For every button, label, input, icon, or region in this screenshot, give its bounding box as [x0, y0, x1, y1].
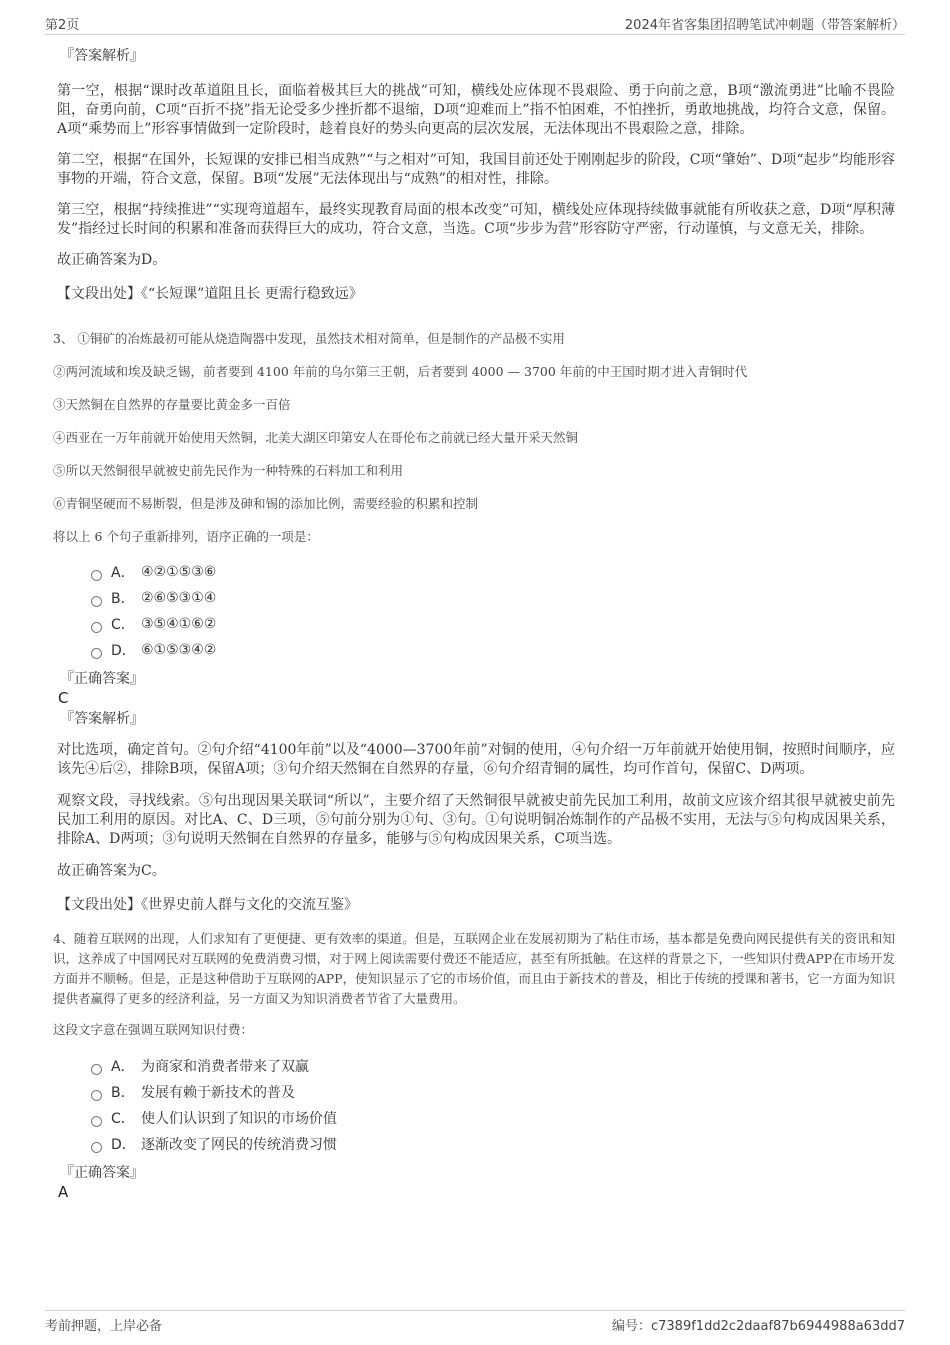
option-list [91, 559, 895, 663]
answer-tag: 『正确答案』 [60, 671, 144, 687]
option-c[interactable] [91, 1105, 895, 1131]
question-4 [53, 929, 895, 1201]
passage-source: 【文段出处】《世界史前人群与文化的交流互鉴》 [57, 897, 358, 913]
page-number: 第2页 [45, 18, 80, 33]
option-list [91, 1053, 895, 1157]
analysis-conclusion: 故正确答案为D。 [57, 252, 167, 268]
radio-icon[interactable] [91, 1142, 102, 1153]
analysis-paragraph: 观察文段，寻找线索。⑤句出现因果关联词“所以”，主要介绍了天然铜很早就被史前先民加工利用，故前文应该介绍其很早就被史前先民加工利用的原因。对比A、C、D三项，⑤句前分别为①句、③句。①句说明铜冶炼制作的产品极不实用，无法与⑤句构成因果关系，排除A、D两项；③句说明天然铜在自然界的存量多，能够与⑤句构成因果关系，C项当选。 [57, 793, 895, 847]
analysis-paragraph: 第三空，根据“持续推进”“实现弯道超车，最终实现教育局面的根本改变”可知，横线处应体现持续做事就能有所收获之意，D项“厚积薄发”指经过长时间的积累和准备而获得巨大的成功，符合文意，当选。C项“步步为营”形容防守严密，行动谨慎，与文意无关，排除。 [57, 202, 895, 237]
option-label: C． [111, 1111, 135, 1127]
radio-icon[interactable] [91, 570, 102, 581]
option-text: ⑥①⑤③④② [141, 642, 217, 658]
option-text: 使人们认识到了知识的市场价值 [141, 1111, 337, 1127]
page-header [45, 12, 905, 35]
radio-icon[interactable] [91, 1064, 102, 1075]
option-label: B． [111, 591, 135, 607]
question-prompt: 这段文字意在强调互联网知识付费： [53, 1022, 254, 1037]
option-label: C． [111, 617, 135, 633]
option-label: B． [111, 1085, 135, 1101]
page-footer [45, 1310, 905, 1335]
question-stem-line: ⑤所以天然铜很早就被史前先民作为一种特殊的石料加工和利用 [53, 463, 404, 478]
option-a[interactable] [91, 1053, 895, 1079]
radio-icon[interactable] [91, 622, 102, 633]
analysis-paragraph: 第二空，根据“在国外，长短课的安排已相当成熟”“与之相对”可知，我国目前还处于刚刚起步的阶段，C项“肇始”、D项“起步”均能形容事物的开端，符合文意，保留。B项“发展”无法体现出与“成熟”的相对性，排除。 [57, 152, 895, 187]
radio-icon[interactable] [91, 1116, 102, 1127]
option-d[interactable] [91, 1131, 895, 1157]
q2-analysis [57, 46, 895, 304]
question-stem: 4、随着互联网的出现，人们求知有了更便捷、更有效率的渠道。但是，互联网企业在发展初期为了粘住市场，基本都是免费向网民提供有关的资讯和知识，这养成了中国网民对互联网的免费消费习惯，对于网上阅读需要付费还不能适应，甚至有所抵触。在这样的背景之下，一些知识付费APP在市场开发方面并不顺畅。但是，正是这种借助于互联网的APP，使知识显示了它的市场价值，而且由于新技术的普及，相比于传统的授课和著书，它一方面为知识提供者赢得了更多的经济利益，另一方面又为知识消费者节省了大量费用。 [53, 931, 895, 1006]
option-b[interactable] [91, 1079, 895, 1105]
question-stem-line: ②两河流域和埃及缺乏锡，前者要到 4100 年前的乌尔第三王朝，后者要到 4000 — 3700 年前的中王国时期才进入青铜时代 [53, 364, 748, 379]
option-label: A． [111, 1059, 135, 1075]
option-text: ②⑥⑤③①④ [141, 590, 217, 606]
analysis-paragraph: 对比选项，确定首句。②句介绍“4100年前”以及“4000—3700年前”对铜的使用，④句介绍一万年前就开始使用铜，按照时间顺序，应该先④后②，排除B项，保留A项；③句介绍天然铜在自然界的存量，⑥句介绍青铜的属性，均可作首句，保留C、D两项。 [57, 742, 895, 777]
analysis-paragraph: 第一空，根据“课时改革道阻且长，面临着极其巨大的挑战”可知，横线处应体现不畏艰险、勇于向前之意，B项“激流勇进”比喻不畏险阻，奋勇向前，C项“百折不挠”指无论受多少挫折都不退缩，D项“迎难而上”指不怕困难，不怕挫折，勇敢地挑战，均符合文意，保留。A项“乘势而上”形容事情做到一定阶段时，趁着良好的势头向更高的层次发展，无法体现出不畏艰险之意，排除。 [57, 83, 895, 137]
option-label: D． [111, 1137, 136, 1153]
option-d[interactable] [91, 637, 895, 663]
question-prompt: 将以上 6 个句子重新排列，语序正确的一项是： [53, 529, 319, 544]
page-content [53, 44, 895, 1201]
option-text: ③⑤④①⑥② [141, 616, 217, 632]
radio-icon[interactable] [91, 648, 102, 659]
document-title: 2024年省客集团招聘笔试冲刺题（带答案解析） [624, 18, 905, 33]
option-label: A． [111, 565, 135, 581]
option-text: 发展有赖于新技术的普及 [141, 1085, 295, 1101]
analysis-tag: 『答案解析』 [60, 711, 144, 727]
radio-icon[interactable] [91, 1090, 102, 1101]
option-text: ④②①⑤③⑥ [141, 564, 217, 580]
option-label: D． [111, 643, 136, 659]
analysis-conclusion: 故正确答案为C。 [57, 863, 166, 879]
correct-answer: C [58, 689, 69, 707]
option-text: 为商家和消费者带来了双赢 [141, 1059, 309, 1075]
answer-tag: 『正确答案』 [60, 1165, 144, 1181]
passage-source: 【文段出处】《“长短课”道阻且长 更需行稳致远》 [57, 286, 363, 302]
document-code: 编号：c7389f1dd2c2daaf87b6944988a63dd7 [611, 1319, 905, 1334]
question-3 [53, 330, 895, 915]
radio-icon[interactable] [91, 596, 102, 607]
option-b[interactable] [91, 585, 895, 611]
correct-answer: A [58, 1183, 69, 1201]
option-a[interactable] [91, 559, 895, 585]
analysis-tag: 『答案解析』 [60, 48, 144, 64]
question-stem-line: ⑥青铜坚硬而不易断裂，但是涉及砷和锡的添加比例，需要经验的积累和控制 [53, 496, 479, 511]
option-text: 逐渐改变了网民的传统消费习惯 [141, 1137, 337, 1153]
question-stem-line: ④西亚在一万年前就开始使用天然铜，北美大湖区印第安人在哥伦布之前就已经大量开采天然铜 [53, 430, 579, 445]
footer-slogan: 考前押题，上岸必备 [45, 1319, 163, 1334]
question-stem-line: ③天然铜在自然界的存量要比黄金多一百倍 [53, 397, 291, 412]
option-c[interactable] [91, 611, 895, 637]
question-stem-line: 3、 ①铜矿的冶炼最初可能从烧造陶器中发现，虽然技术相对简单，但是制作的产品极不实用 [53, 331, 565, 346]
